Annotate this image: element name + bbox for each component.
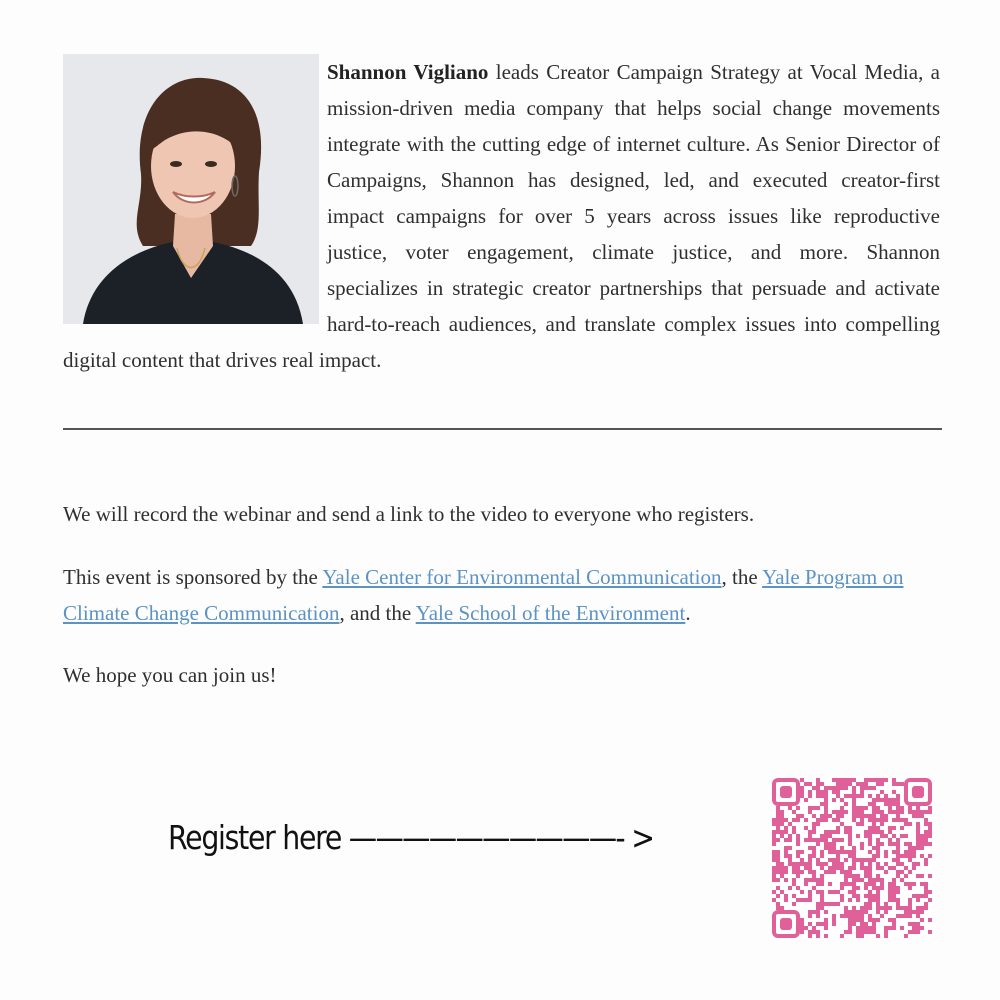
recording-note: We will record the webinar and send a link to the video to everyone who registers.: [63, 502, 755, 526]
speaker-portrait-image: [63, 54, 319, 324]
registration-qr-code[interactable]: [772, 778, 932, 938]
speaker-bio: [63, 54, 940, 378]
register-callout: [168, 818, 653, 857]
qr-code-icon: [772, 778, 932, 938]
section-divider: [63, 428, 942, 430]
sponsors-suffix: .: [685, 601, 691, 625]
sponsors-sep1: , the: [721, 565, 763, 589]
register-label: Register here: [168, 818, 342, 857]
sponsors-prefix: This event is sponsored by the: [63, 565, 323, 589]
sponsors-paragraph: [63, 559, 943, 631]
bio-text: leads Creator Campaign Strategy at Vocal Media, a mission-driven media company that helps social change movements integrate with the cutting edge of internet culture. As Senior Director of Campaigns, Shannon has designed, led, and executed creator-first impact campaigns for over 5 years across issues like reproductive justice, voter engagement, climate justice, and more. Shannon specializes in strategic creator partnerships that persuade and activate hard-to-reach audiences, and translate complex issues into compelling digital content that drives real impact.: [63, 60, 940, 372]
link-yale-school-environment[interactable]: Yale School of the Environment: [415, 601, 686, 625]
link-yale-center-environmental-communication[interactable]: Yale Center for Environmental Communication: [322, 565, 722, 589]
link-yale-program-climate-change-communication[interactable]: Yale Program on Climate Change Communication: [63, 565, 904, 625]
closing-text: We hope you can join us!: [63, 663, 277, 687]
register-arrow: ——————————- >: [348, 818, 654, 857]
speaker-photo: [63, 54, 319, 324]
sponsors-sep2: , and the: [339, 601, 416, 625]
speaker-name: Shannon Vigliano: [327, 60, 489, 84]
